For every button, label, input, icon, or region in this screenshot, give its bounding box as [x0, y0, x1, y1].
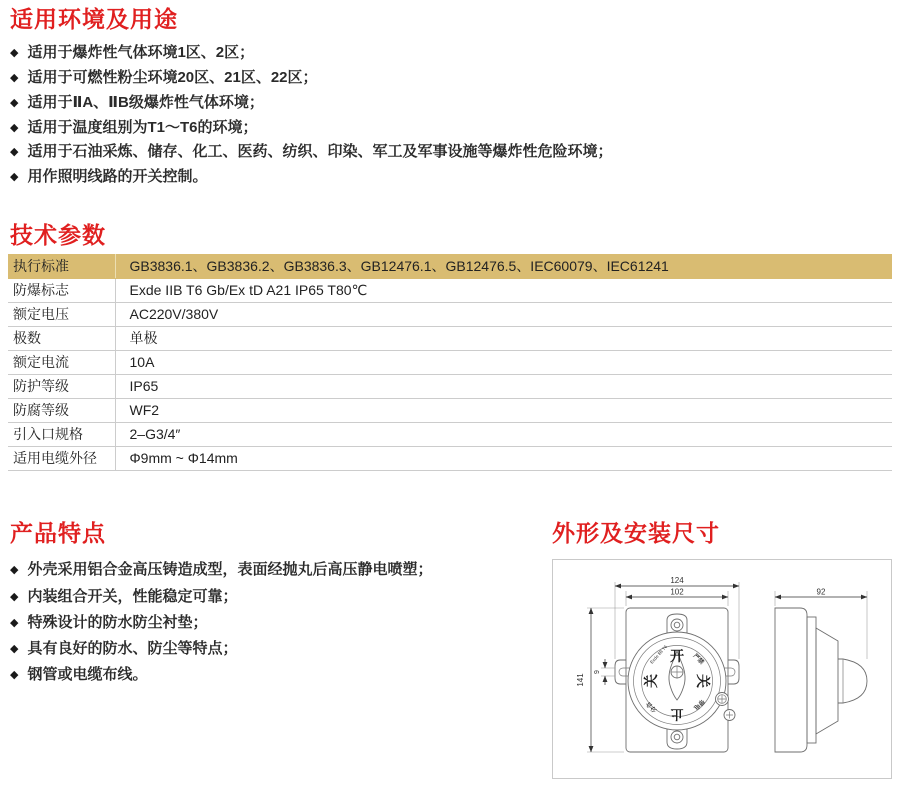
bullet-text: 适用于温度组别为T1～T6的环境； — [27, 118, 258, 136]
bullet-text: 特殊设计的防水防尘衬垫； — [27, 613, 208, 631]
screw-icon — [716, 693, 729, 706]
side-base-plate — [775, 608, 807, 752]
side-body — [816, 628, 838, 734]
table-row — [8, 302, 892, 326]
diamond-bullet-icon: ◆ — [10, 47, 19, 60]
table-row — [8, 254, 892, 278]
param-value: 10A — [115, 350, 892, 374]
dial-label-left: 关 — [643, 674, 659, 688]
list-item — [10, 641, 540, 657]
param-value: 2–G3/4″ — [115, 422, 892, 446]
dial-label-bottom: 止 — [670, 707, 684, 722]
param-value: Exde IIB T6 Gb/Ex tD A21 IP65 T80℃ — [115, 278, 892, 302]
dim-inner-width-label: 102 — [670, 587, 684, 597]
bullet-text: 内装组合开关，性能稳定可靠； — [27, 587, 238, 605]
dim-outer-width-label: 124 — [670, 576, 684, 585]
diamond-bullet-icon: ◆ — [10, 146, 19, 159]
param-label: 防腐等级 — [8, 398, 115, 422]
diamond-bullet-icon: ◆ — [10, 590, 19, 603]
section-features — [10, 520, 540, 683]
diamond-bullet-icon: ◆ — [10, 96, 19, 109]
list-item — [10, 169, 890, 185]
bullet-text: 钢管或电缆布线。 — [27, 666, 148, 684]
table-row — [8, 446, 892, 470]
param-value: 单极 — [115, 326, 892, 350]
top-mounting-hole — [671, 619, 683, 631]
diamond-bullet-icon: ◆ — [10, 643, 19, 655]
param-value: WF2 — [115, 398, 892, 422]
list-item — [10, 95, 890, 111]
param-label: 极数 — [8, 326, 115, 350]
diamond-bullet-icon: ◆ — [10, 121, 19, 134]
list-item — [10, 120, 890, 136]
table-row — [8, 326, 892, 350]
diamond-bullet-icon: ◆ — [10, 669, 19, 682]
diamond-bullet-icon: ◆ — [10, 170, 19, 183]
list-item — [10, 562, 540, 578]
bullet-text: 外壳采用铝合金高压铸造成型，表面经抛丸后高压静电喷塑； — [27, 561, 433, 579]
side-view — [775, 608, 867, 752]
tech-params-table — [8, 254, 892, 471]
dimension-drawing-box — [552, 559, 892, 779]
bullet-text: 用作照明线路的开关控制。 — [27, 167, 208, 185]
dimension-drawing — [553, 560, 891, 778]
right-entry-tab — [728, 660, 739, 684]
dim-height-label: 141 — [576, 673, 585, 687]
section-tech-params — [10, 222, 106, 248]
usage-title: 适用环境及用途 — [10, 6, 178, 32]
list-item — [10, 144, 890, 160]
table-row — [8, 278, 892, 302]
dial-warning-se: 带电 — [692, 697, 705, 711]
list-item — [10, 45, 890, 61]
param-label: 额定电压 — [8, 302, 115, 326]
table-row — [8, 350, 892, 374]
left-entry-tab — [615, 660, 626, 684]
dial-warning-ne: 严禁 — [691, 653, 705, 666]
param-label: 适用电缆外径 — [8, 446, 115, 470]
param-label: 执行标准 — [8, 254, 115, 278]
bottom-mounting-hole — [671, 731, 683, 743]
list-item — [10, 589, 540, 605]
usage-bullet-list — [10, 45, 890, 185]
dial-warning-sw: 分合 — [645, 700, 659, 713]
table-row — [8, 398, 892, 422]
side-flange — [807, 617, 816, 743]
dim-depth-label: 92 — [816, 587, 826, 597]
section-usage — [10, 6, 890, 185]
tech-params-title: 技术参数 — [10, 222, 106, 248]
dial-label-right: 关 — [695, 674, 711, 688]
table-row — [8, 374, 892, 398]
diamond-bullet-icon: ◆ — [10, 564, 19, 577]
param-value: IP65 — [115, 374, 892, 398]
front-view — [615, 608, 739, 752]
dial-label-top: 开 — [670, 648, 684, 664]
param-value: GB3836.1、GB3836.2、GB3836.3、GB12476.1、GB12476.5、IEC60079、IEC61241 — [115, 254, 892, 278]
param-label: 防护等级 — [8, 374, 115, 398]
dial-marking-text: Exde ⅡB T6 — [649, 644, 669, 665]
param-label: 额定电流 — [8, 350, 115, 374]
dim-slot-label: 9 — [594, 670, 601, 674]
bullet-text: 具有良好的防水、防尘等特点； — [27, 640, 238, 657]
param-label: 引入口规格 — [8, 422, 115, 446]
list-item — [10, 70, 890, 86]
list-item — [10, 667, 540, 683]
diamond-bullet-icon: ◆ — [10, 616, 19, 629]
diamond-bullet-icon: ◆ — [10, 72, 19, 85]
param-value: AC220V/380V — [115, 302, 892, 326]
top-mounting-hole-inner — [674, 622, 680, 628]
features-bullet-list — [10, 562, 540, 683]
bullet-text: 适用于爆炸性气体环境1区、2区； — [27, 44, 255, 62]
param-label: 防爆标志 — [8, 278, 115, 302]
bullet-text: 适用于可燃性粉尘环境20区、21区、22区； — [27, 69, 318, 87]
list-item — [10, 615, 540, 631]
screw-icon — [724, 710, 735, 721]
param-value: Φ9mm ~ Φ14mm — [115, 446, 892, 470]
features-title: 产品特点 — [10, 520, 106, 546]
table-row — [8, 422, 892, 446]
bullet-text: 适用于ⅡA、ⅡB级爆炸性气体环境； — [27, 93, 264, 111]
dimensions-title: 外形及安装尺寸 — [552, 520, 720, 546]
side-dome — [838, 659, 867, 703]
bullet-text: 适用于石油采炼、储存、化工、医药、纺织、印染、军工及军事设施等爆炸性危险环境； — [27, 143, 613, 161]
